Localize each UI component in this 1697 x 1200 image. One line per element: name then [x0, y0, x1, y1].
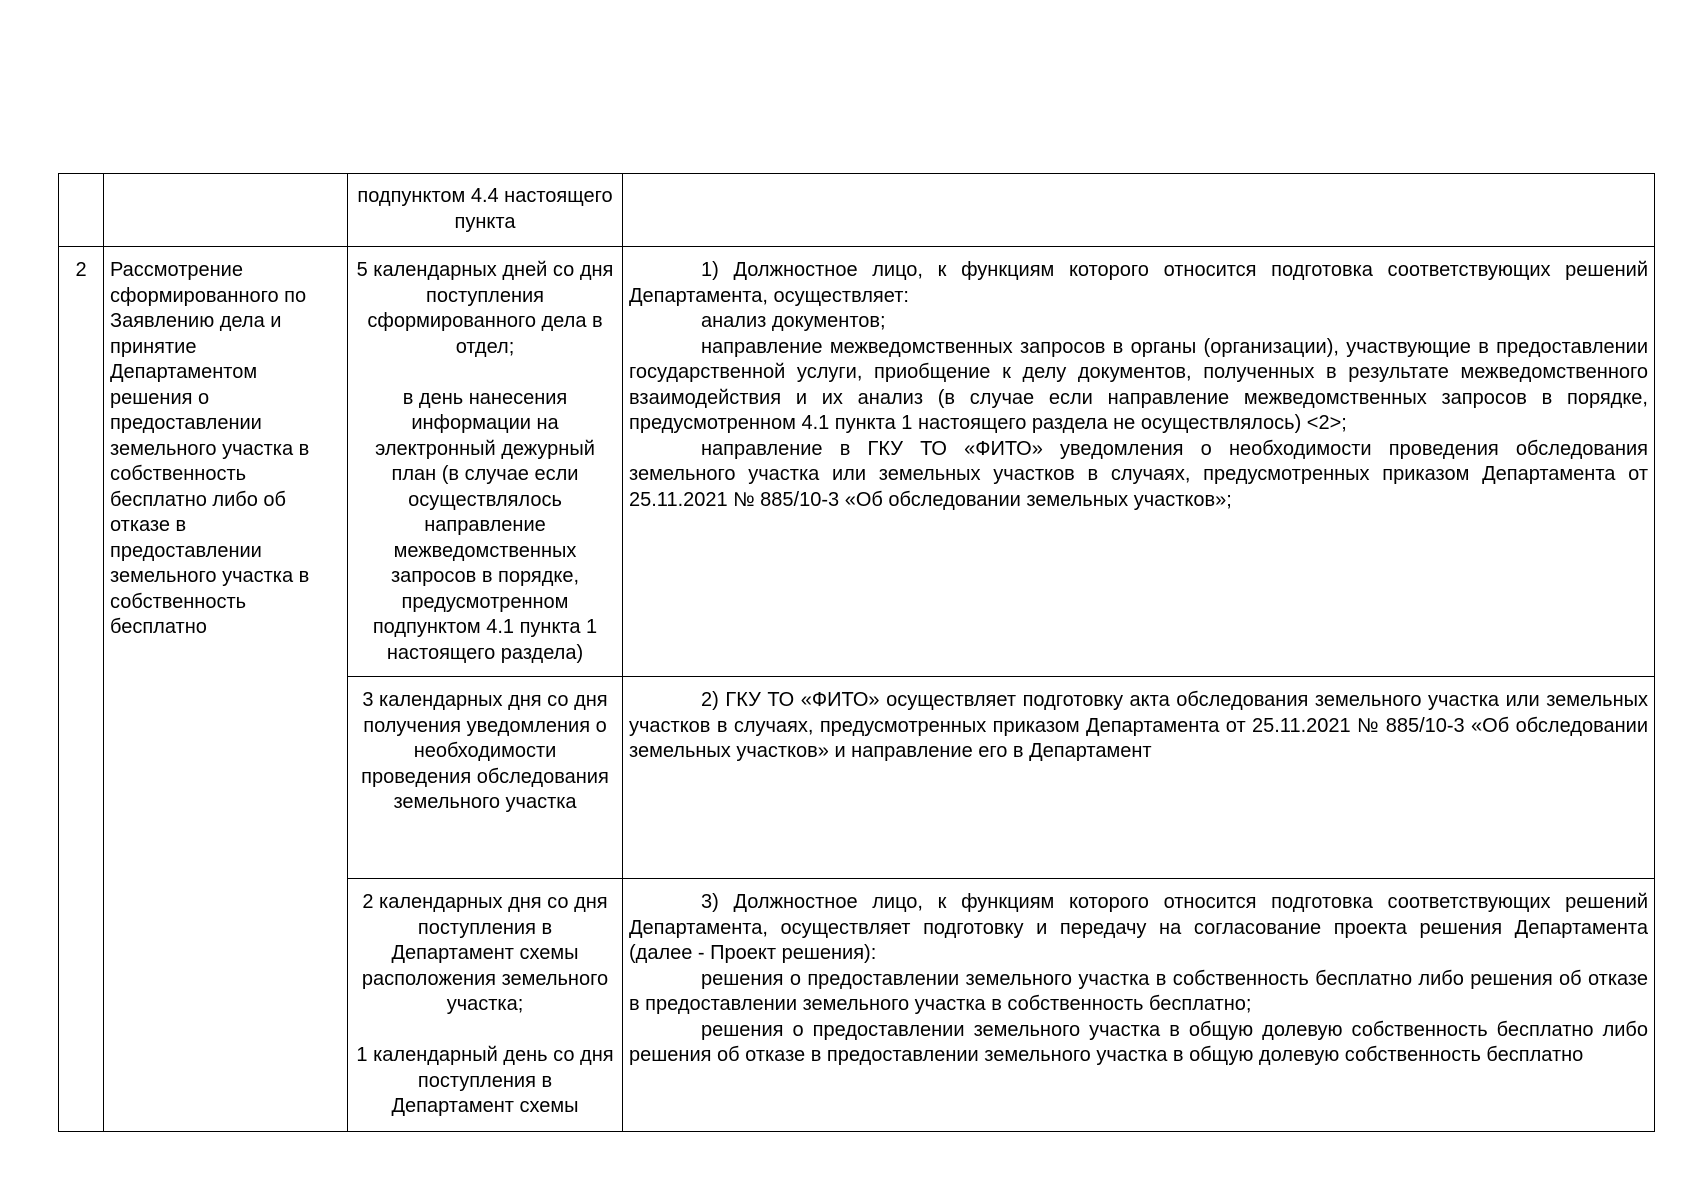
term-cell	[348, 247, 623, 677]
term-cell	[348, 879, 623, 1132]
term-text: 2 календарных дня со дня поступления в Департамент схемы расположения земельного участка;	[361, 891, 609, 1015]
stage-cell	[104, 174, 348, 247]
table-row	[59, 174, 1655, 247]
description-paragraph: 2) ГКУ ТО «ФИТО» осуществляет подготовку акта обследования земельного участка или земельных участков в случаях, предусмотренных приказом Департамента от 25.11.2021 № 885/10-3 «Об обследовании земельных участков» и направление его в Департамент	[629, 689, 1648, 762]
description-paragraph: направление межведомственных запросов в органы (организации), участвующие в предоставлении государственной услуги, приобщение к делу документов, полученных в результате межведомственного взаимодействия и их анализ (в случае если направление межведомственных запросов в порядке, предусмотренном 4.1 пункта 1 настоящего раздела не осуществлялось) <2>;	[629, 335, 1648, 434]
description-paragraph: решения о предоставлении земельного участка в собственность бесплатно либо решения об отказе в предоставлении земельного участка в собственность бесплатно;	[629, 967, 1648, 1015]
stage-cell: Рассмотрение сформированного по Заявлению дела и принятие Департаментом решения о предоставлении земельного участка в собственность бесплатно либо об отказе в предоставлении земельного участка в собственность бесплатно	[104, 247, 348, 1132]
description-paragraph: решения о предоставлении земельного участка в общую долевую собственность бесплатно либо решения об отказе в предоставлении земельного участка в общую долевую собственность бесплатно	[629, 1018, 1648, 1066]
term-text: 5 календарных дней со дня поступления сформированного дела в отдел;	[356, 259, 614, 358]
description-cell	[623, 247, 1655, 677]
term-cell	[348, 174, 623, 247]
description-paragraph: направление в ГКУ ТО «ФИТО» уведомления о необходимости проведения обследования земельного участка или земельных участков в случаях, предусмотренных приказом Департамента от 25.11.2021 № 885/10-3 «Об обследовании земельных участков»;	[629, 437, 1648, 511]
term-text: 3 календарных дня со дня получения уведомления о необходимости проведения обследования земельного участка	[361, 689, 609, 813]
description-cell	[623, 677, 1655, 879]
term-text: 1 календарный день со дня поступления в Департамент схемы	[356, 1044, 614, 1117]
term-cell	[348, 677, 623, 879]
description-cell	[623, 174, 1655, 247]
procedure-table	[58, 173, 1655, 1132]
row-number-cell: 2	[59, 247, 104, 1132]
term-text: подпунктом 4.4 настоящего пункта	[357, 185, 613, 233]
description-paragraph: 3) Должностное лицо, к функциям которого относится подготовка соответствующих решений Департамента, осуществляет подготовку и передачу на согласование проекта решения Департамента (далее - Проект решения):	[629, 891, 1648, 964]
row-number-cell	[59, 174, 104, 247]
table-row	[59, 247, 1655, 677]
term-text: в день нанесения информации на электронный дежурный план (в случае если осуществлялось направление межведомственных запросов в порядке, предусмотренном подпунктом 4.1 пункта 1 настоящего раздела)	[372, 386, 598, 664]
description-paragraph: анализ документов;	[701, 310, 886, 332]
description-cell	[623, 879, 1655, 1132]
description-paragraph: 1) Должностное лицо, к функциям которого относится подготовка соответствующих решений Департамента, осуществляет:	[629, 259, 1648, 307]
